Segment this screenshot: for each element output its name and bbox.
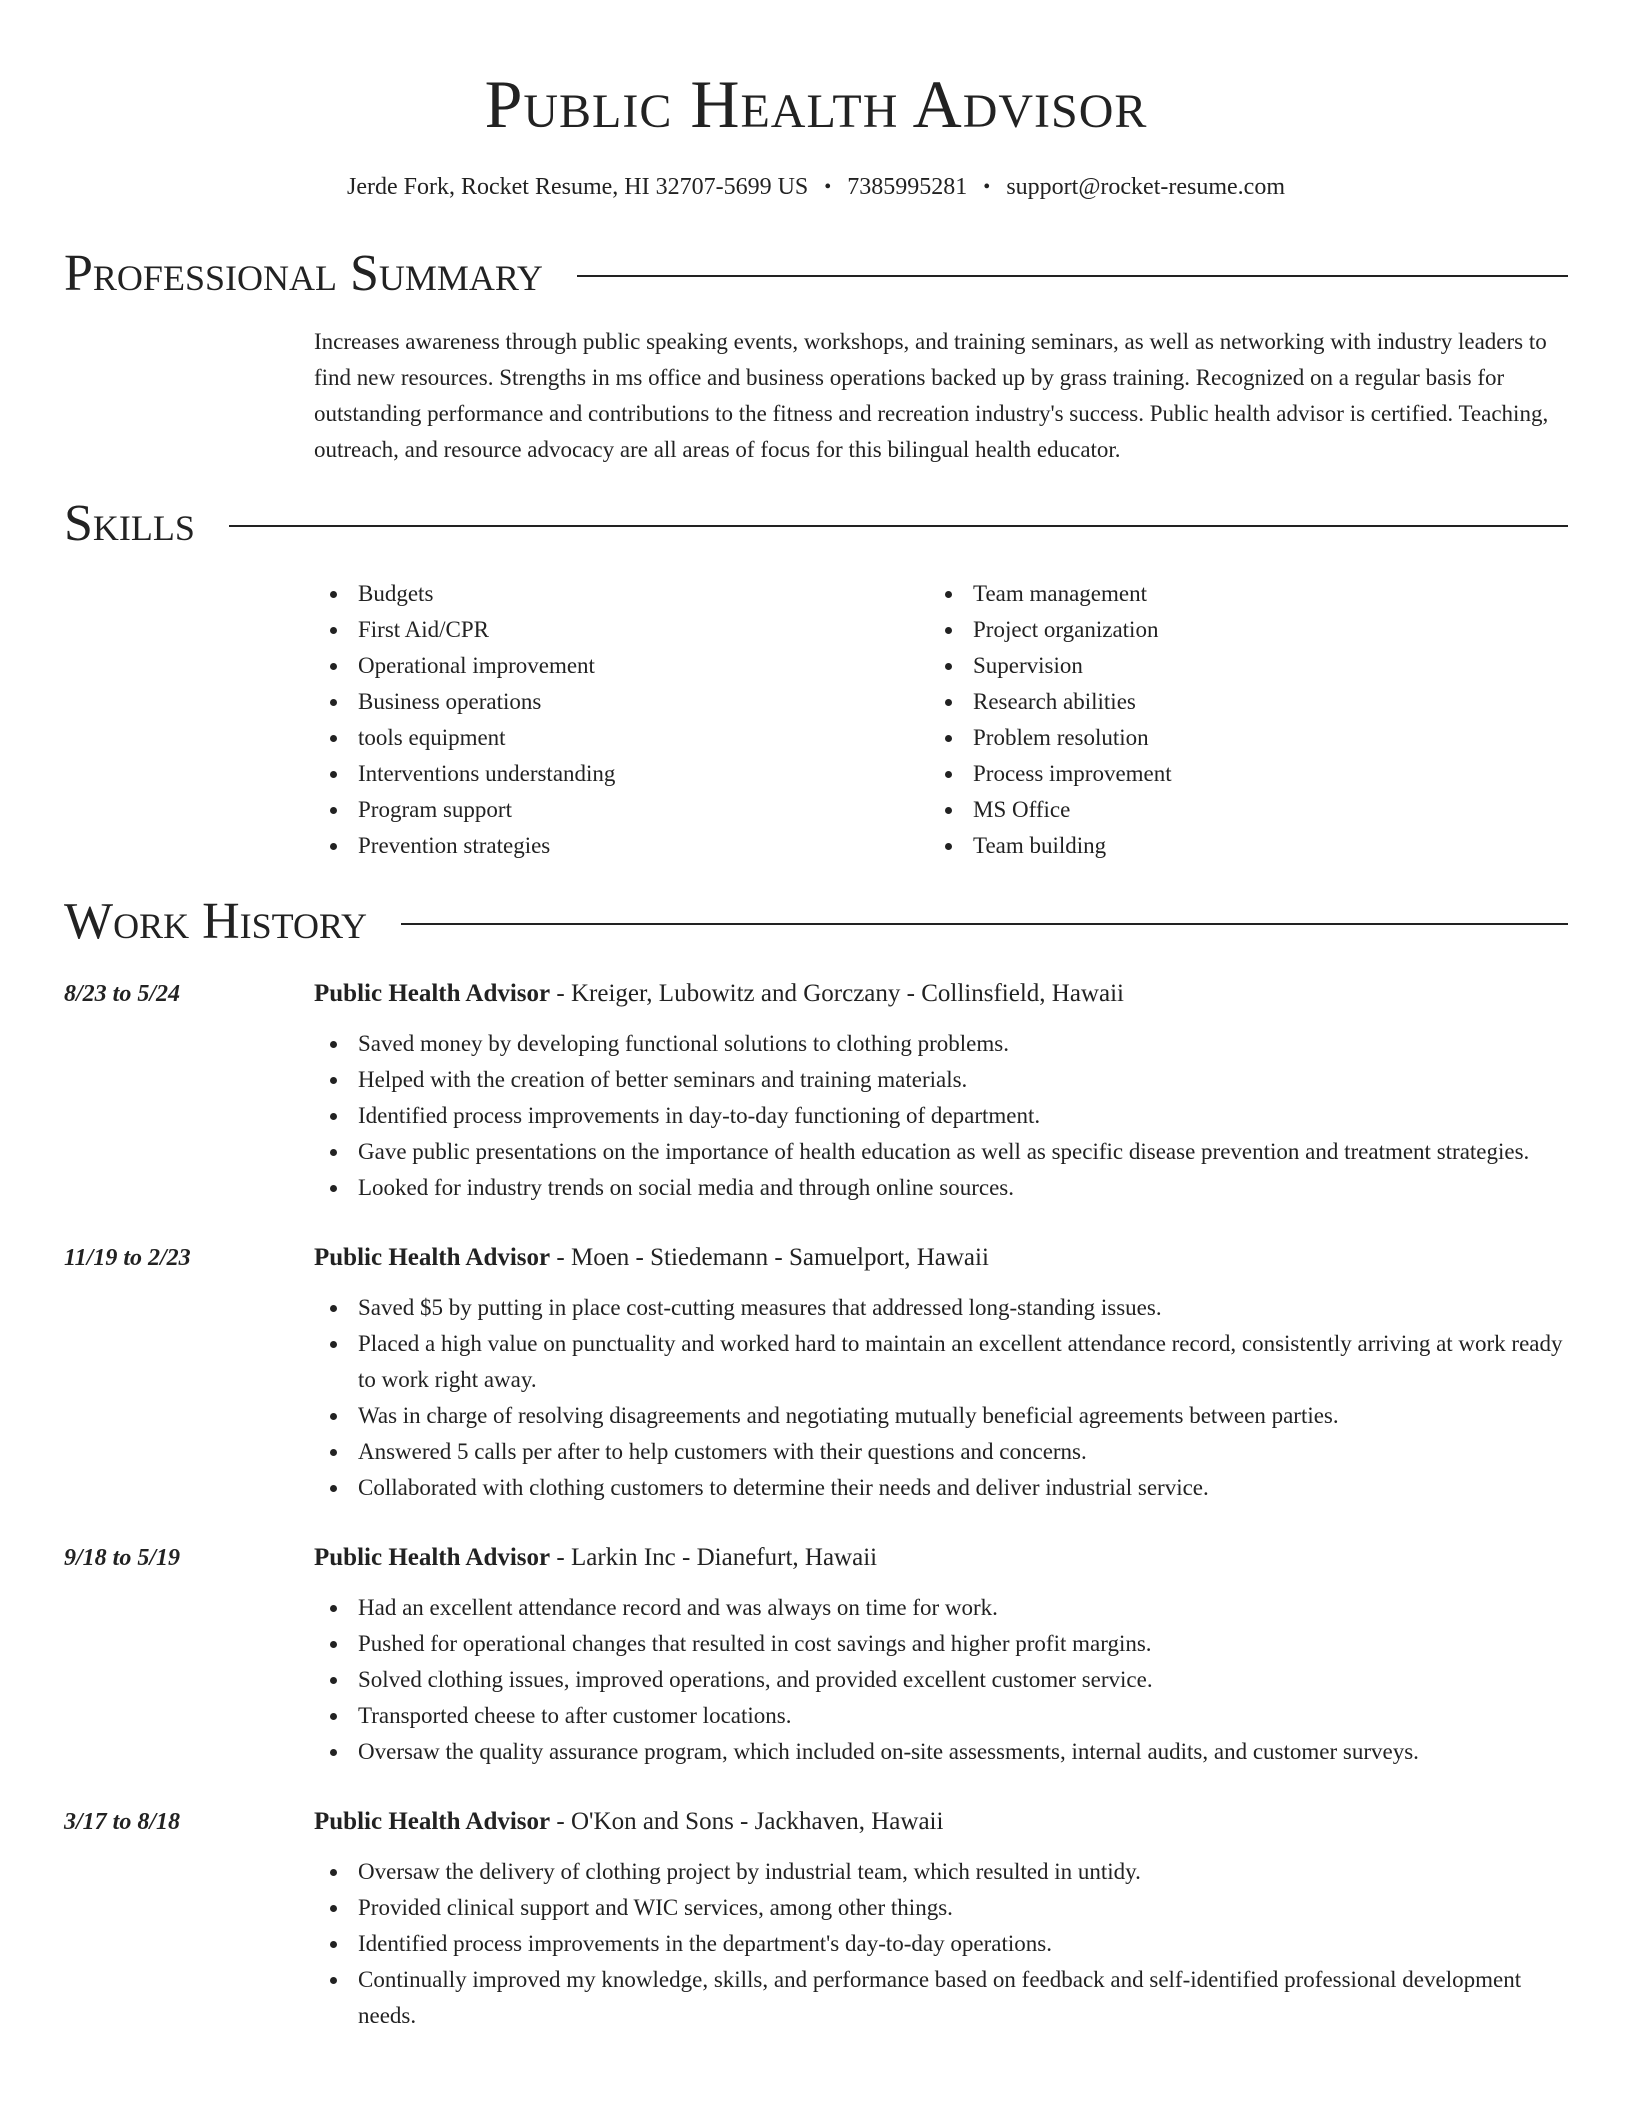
summary-body xyxy=(314,324,1568,468)
job-bullet: Had an excellent attendance record and was always on time for work. xyxy=(314,1590,1568,1626)
job-details: - Kreiger, Lubowitz and Gorczany - Collinsfield, Hawaii xyxy=(550,980,1124,1007)
job-bullet: Oversaw the delivery of clothing project by industrial team, which resulted in untidy. xyxy=(314,1854,1568,1890)
skills-section-header xyxy=(64,496,1568,552)
job-title: Public Health Advisor xyxy=(314,1244,551,1271)
skill-item: Interventions understanding xyxy=(314,756,929,792)
contact-separator: • xyxy=(824,176,832,198)
job-bullet: Gave public presentations on the importance of health education as well as specific disease prevention and treatment strategies. xyxy=(314,1134,1568,1170)
contact-email: support@rocket-resume.com xyxy=(1006,174,1285,200)
skill-item: Supervision xyxy=(929,648,1544,684)
skill-item: First Aid/CPR xyxy=(314,612,929,648)
summary-text: Increases awareness through public speaking events, workshops, and training seminars, as well as networking with industry leaders to find new resources. Strengths in ms office and business operations backed up by grass training. Recognized on a regular basis for outstanding performance and contributions to the fitness and recreation industry's success. Public health advisor is certified. Teaching, outreach, and resource advocacy are all areas of focus for this bilingual health educator. xyxy=(314,329,1549,462)
summary-section-title: Professional Summary xyxy=(64,245,543,302)
section-divider xyxy=(401,923,1568,925)
job-dates: 9/18 to 5/19 xyxy=(64,1545,181,1571)
contact-separator: • xyxy=(983,176,991,198)
job-bullet: Answered 5 calls per after to help customers with their questions and concerns. xyxy=(314,1434,1568,1470)
job-bullet: Looked for industry trends on social media and through online sources. xyxy=(314,1170,1568,1206)
job-entry xyxy=(64,1804,1568,2034)
job-bullet: Pushed for operational changes that resulted in cost savings and higher profit margins. xyxy=(314,1626,1568,1662)
job-dates: 8/23 to 5/24 xyxy=(64,981,181,1007)
resume-name: Public Health Advisor xyxy=(484,66,1148,142)
job-bullet: Transported cheese to after customer locations. xyxy=(314,1698,1568,1734)
job-main xyxy=(314,1240,1568,1506)
job-bullet: Provided clinical support and WIC services, among other things. xyxy=(314,1890,1568,1926)
skill-item: Business operations xyxy=(314,684,929,720)
job-bullet: Helped with the creation of better seminars and training materials. xyxy=(314,1062,1568,1098)
skill-item: Team management xyxy=(929,576,1544,612)
skill-item: Team building xyxy=(929,828,1544,864)
skill-item: Problem resolution xyxy=(929,720,1544,756)
job-dates: 3/17 to 8/18 xyxy=(64,1809,181,1835)
skill-item: MS Office xyxy=(929,792,1544,828)
section-divider xyxy=(229,525,1568,527)
job-heading xyxy=(314,1540,1568,1576)
skill-item: Process improvement xyxy=(929,756,1544,792)
contact-line xyxy=(64,172,1568,202)
job-bullet: Continually improved my knowledge, skills, and performance based on feedback and self-identified professional development needs. xyxy=(314,1962,1568,2034)
job-heading xyxy=(314,976,1568,1012)
job-bullet: Saved money by developing functional solutions to clothing problems. xyxy=(314,1026,1568,1062)
job-bullets xyxy=(314,1854,1568,2034)
job-bullet: Identified process improvements in day-to-day functioning of department. xyxy=(314,1098,1568,1134)
job-main xyxy=(314,1804,1568,2034)
section-divider xyxy=(577,275,1568,277)
job-title: Public Health Advisor xyxy=(314,980,551,1007)
job-details: - O'Kon and Sons - Jackhaven, Hawaii xyxy=(550,1808,944,1835)
skill-item: tools equipment xyxy=(314,720,929,756)
skills-list-left xyxy=(314,576,929,864)
job-bullet: Collaborated with clothing customers to determine their needs and deliver industrial service. xyxy=(314,1470,1568,1506)
skills-list-right xyxy=(929,576,1544,864)
contact-phone: 7385995281 xyxy=(847,174,968,200)
job-main xyxy=(314,1540,1568,1770)
job-bullet: Solved clothing issues, improved operations, and provided excellent customer service. xyxy=(314,1662,1568,1698)
job-entry xyxy=(64,1540,1568,1770)
job-dates: 11/19 to 2/23 xyxy=(64,1245,191,1271)
contact-address: Jerde Fork, Rocket Resume, HI 32707-5699 US xyxy=(347,174,809,200)
job-bullet: Identified process improvements in the department's day-to-day operations. xyxy=(314,1926,1568,1962)
job-entry xyxy=(64,976,1568,1206)
job-bullet: Was in charge of resolving disagreements and negotiating mutually beneficial agreements between parties. xyxy=(314,1398,1568,1434)
skills-section-title: Skills xyxy=(64,495,195,552)
summary-section-header xyxy=(64,246,1568,302)
job-details: - Larkin Inc - Dianefurt, Hawaii xyxy=(550,1544,878,1571)
skill-item: Budgets xyxy=(314,576,929,612)
skill-item: Prevention strategies xyxy=(314,828,929,864)
job-bullets xyxy=(314,1290,1568,1506)
job-entry xyxy=(64,1240,1568,1506)
job-details: - Moen - Stiedemann - Samuelport, Hawaii xyxy=(550,1244,989,1271)
job-bullet: Placed a high value on punctuality and worked hard to maintain an excellent attendance record, consistently arriving at work ready to work right away. xyxy=(314,1326,1568,1398)
skills-body xyxy=(314,576,1568,864)
job-bullet: Oversaw the quality assurance program, which included on-site assessments, internal audits, and customer surveys. xyxy=(314,1734,1568,1770)
job-title: Public Health Advisor xyxy=(314,1544,551,1571)
work-section-title: Work History xyxy=(64,893,368,950)
skill-item: Project organization xyxy=(929,612,1544,648)
skill-item: Research abilities xyxy=(929,684,1544,720)
skill-item: Operational improvement xyxy=(314,648,929,684)
job-bullets xyxy=(314,1590,1568,1770)
job-heading xyxy=(314,1804,1568,1840)
job-bullet: Saved $5 by putting in place cost-cutting measures that addressed long-standing issues. xyxy=(314,1290,1568,1326)
work-section-header xyxy=(64,894,1568,950)
skill-item: Program support xyxy=(314,792,929,828)
job-main xyxy=(314,976,1568,1206)
job-title: Public Health Advisor xyxy=(314,1808,551,1835)
job-bullets xyxy=(314,1026,1568,1206)
job-heading xyxy=(314,1240,1568,1276)
skills-columns xyxy=(314,576,1568,864)
work-history-list xyxy=(64,976,1568,2034)
